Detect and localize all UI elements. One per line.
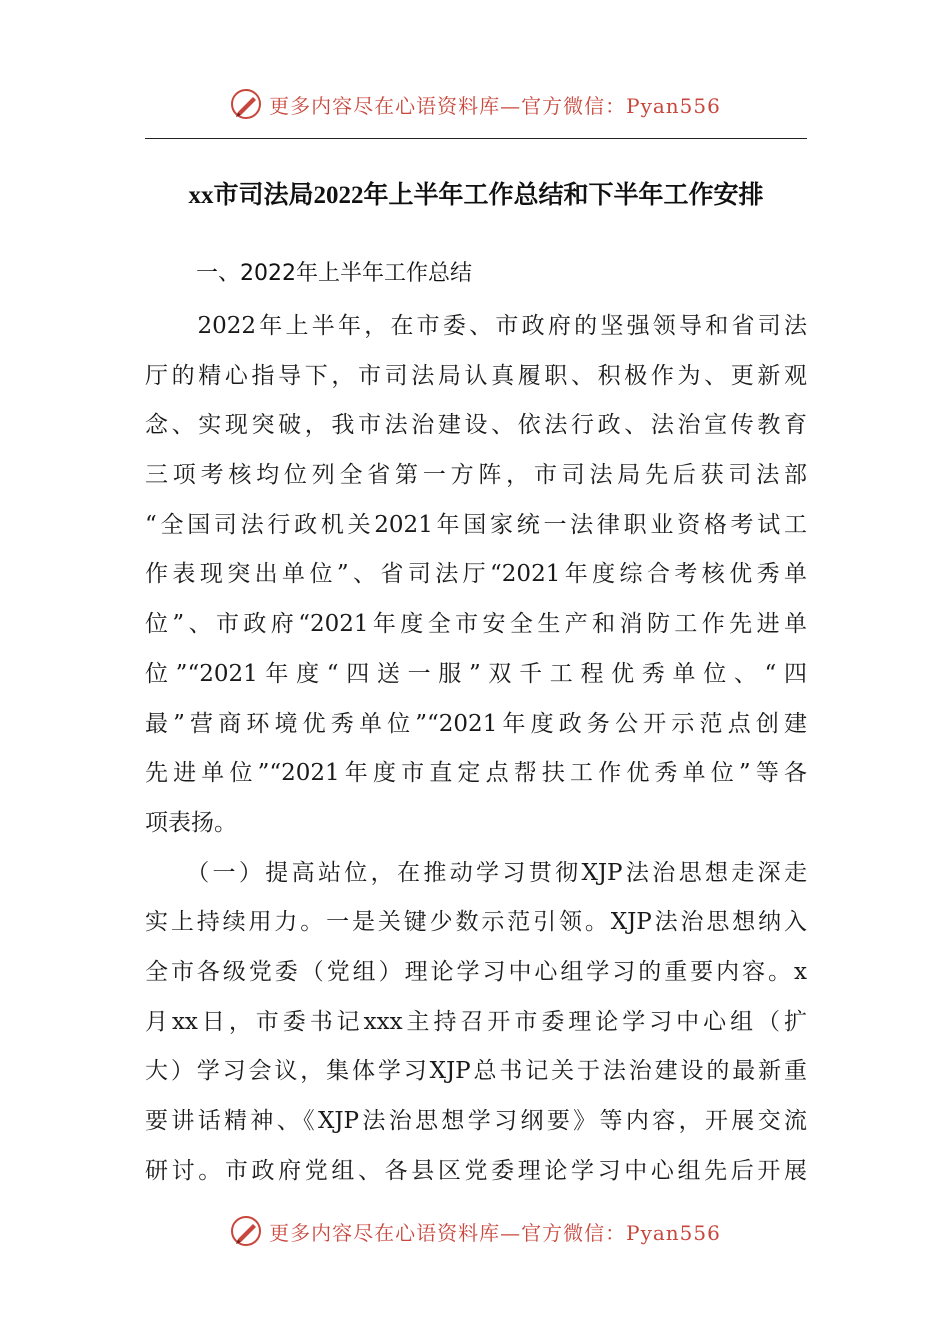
body-line: 2022年上半年，在市委、市政府的坚强领导和省司法 [145, 313, 807, 339]
body-line: 作表现突出单位”、省司法厅“2021年度综合考核优秀单 [145, 561, 807, 588]
body-line: 月xx日，市委书记xxx主持召开市委理论学习中心组（扩 [145, 1008, 807, 1035]
body-line: 厅的精心指导下，市司法局认真履职、积极作为、更新观 [145, 362, 807, 389]
body-line: 最”营商环境优秀单位”“2021年度政务公开示范点创建 [145, 710, 807, 737]
header-rule [145, 138, 807, 139]
body-line: 位”、市政府“2021年度全市安全生产和消防工作先进单 [145, 611, 807, 638]
watermark-bottom [0, 1211, 950, 1251]
body-line: 大）学习会议，集体学习XJP总书记关于法治建设的最新重 [145, 1058, 807, 1085]
pen-logo-icon [229, 87, 263, 121]
body-line: 研讨。市政府党组、各县区党委理论学习中心组先后开展 [145, 1157, 807, 1184]
watermark-text: 更多内容尽在心语资料库—官方微信：Pyan556 [269, 93, 721, 118]
body-line: 先进单位”“2021年度市直定点帮扶工作优秀单位”等各 [145, 760, 807, 787]
body-line: 项表扬。 [145, 809, 237, 836]
watermark-text: 更多内容尽在心语资料库—官方微信：Pyan556 [269, 1220, 721, 1245]
section-heading: 一、2022年上半年工作总结 [196, 261, 472, 286]
body-line: 位”“2021年度“四送一服”双千工程优秀单位、“四 [145, 660, 807, 687]
body-line: 要讲话精神、《XJP法治思想学习纲要》等内容，开展交流 [145, 1108, 807, 1134]
body-line: 全市各级党委（党组）理论学习中心组学习的重要内容。x [145, 958, 807, 985]
body-line: 念、实现突破，我市法治建设、依法行政、法治宣传教育 [145, 412, 807, 439]
document-title: xx市司法局2022年上半年工作总结和下半年工作安排 [188, 182, 764, 209]
body-line: “全国司法行政机关2021年国家统一法律职业资格考试工 [145, 511, 807, 538]
body-line: 实上持续用力。一是关键少数示范引领。XJP法治思想纳入 [145, 909, 807, 936]
body-line: （一）提高站位，在推动学习贯彻XJP法治思想走深走 [145, 859, 807, 886]
watermark-top [0, 84, 950, 124]
body-line: 三项考核均位列全省第一方阵，市司法局先后获司法部 [145, 462, 807, 489]
pen-logo-icon [229, 1214, 263, 1248]
document-body [145, 302, 807, 1196]
